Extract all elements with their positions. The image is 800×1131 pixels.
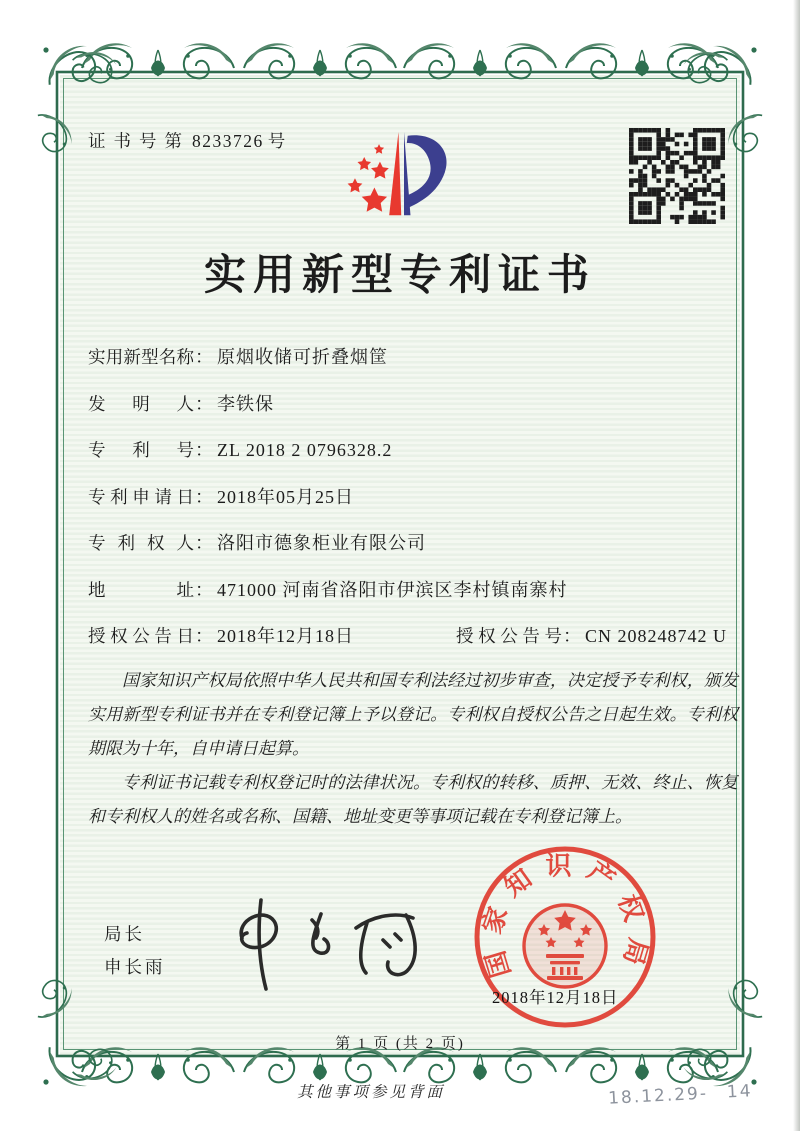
signatory-name: 申长雨 (104, 957, 166, 977)
field-value: 原烟收储可折叠烟筐 (217, 347, 388, 367)
certificate-number-value: 8233726 (192, 131, 264, 151)
colon: ： (195, 486, 213, 507)
colon: ： (195, 626, 213, 646)
field-label: 专利号 (88, 440, 194, 460)
certificate-number (88, 128, 285, 153)
field-row-filing-date (88, 483, 727, 508)
field-value: 李铁保 (217, 393, 274, 414)
reverse-side-note: 其他事项参见背面 (297, 1084, 446, 1101)
field-value: 2018年05月25日 (217, 486, 354, 507)
national-emblem-icon (524, 905, 606, 987)
certificate-number-prefix: 证书号第 (88, 131, 190, 151)
field-label: 授权公告日 (88, 626, 194, 646)
field-row-patentee (88, 529, 727, 554)
colon: ： (195, 347, 213, 367)
field-value: CN 208248742 U (585, 626, 728, 646)
colon: ： (195, 533, 213, 553)
signatory-title: 局长 (104, 924, 145, 944)
qr-code (629, 128, 725, 224)
field-row-name (88, 343, 727, 368)
field-list (88, 343, 727, 647)
scan-page-edge-shadow (793, 0, 800, 1131)
field-label: 发明人 (88, 393, 194, 414)
field-label: 地址 (88, 579, 194, 600)
field-row-address (88, 576, 727, 601)
legal-paragraph-1: 国家知识产权局依照中华人民共和国专利法经过初步审查，决定授予专利权，颁发实用新型专利证书并在专利登记簿上予以登记。专利权自授权公告之日起生效。专利权期限为十年，自申请日起算。 (88, 671, 738, 758)
colon: ： (563, 626, 581, 646)
field-label: 专利权人 (88, 533, 194, 553)
field-label: 实用新型名称 (88, 347, 194, 367)
field-row-inventor (88, 390, 727, 415)
colon: ： (195, 440, 213, 460)
field-label: 授权公告号 (456, 626, 562, 646)
legal-paragraph-2: 专利证书记载专利权登记时的法律状况。专利权的转移、质押、无效、终止、恢复和专利权人的姓名或名称、国籍、地址变更等事项记载在专利登记簿上。 (88, 773, 738, 826)
grant-date-pair (88, 622, 456, 648)
colon: ： (195, 579, 213, 600)
field-row-patent-number (88, 436, 727, 461)
field-label: 专利申请日 (88, 486, 194, 507)
field-value: 2018年12月18日 (217, 626, 354, 646)
seal-date: 2018年12月18日 (492, 988, 619, 1007)
colon: ： (195, 393, 213, 414)
field-value: ZL 2018 2 0796328.2 (217, 440, 393, 460)
legal-text (88, 664, 738, 834)
seal-agency-text: 国家知识产权局 (477, 851, 653, 981)
page-number: 第 1 页 (共 2 页) (335, 1036, 465, 1052)
certificate-number-suffix: 号 (267, 131, 286, 151)
handwritten-pencil-note: 18.12.29- 14 (607, 1081, 754, 1109)
field-value: 洛阳市德象柜业有限公司 (217, 533, 426, 553)
certificate-title: 实用新型专利证书 (203, 253, 596, 299)
director-signature (216, 892, 426, 1000)
grant-number-pair (456, 622, 727, 648)
field-row-grant (88, 622, 727, 647)
field-value: 471000 河南省洛阳市伊滨区李村镇南寨村 (217, 579, 568, 600)
cnipa-logo-icon (330, 126, 478, 238)
signatory-block (104, 918, 166, 984)
